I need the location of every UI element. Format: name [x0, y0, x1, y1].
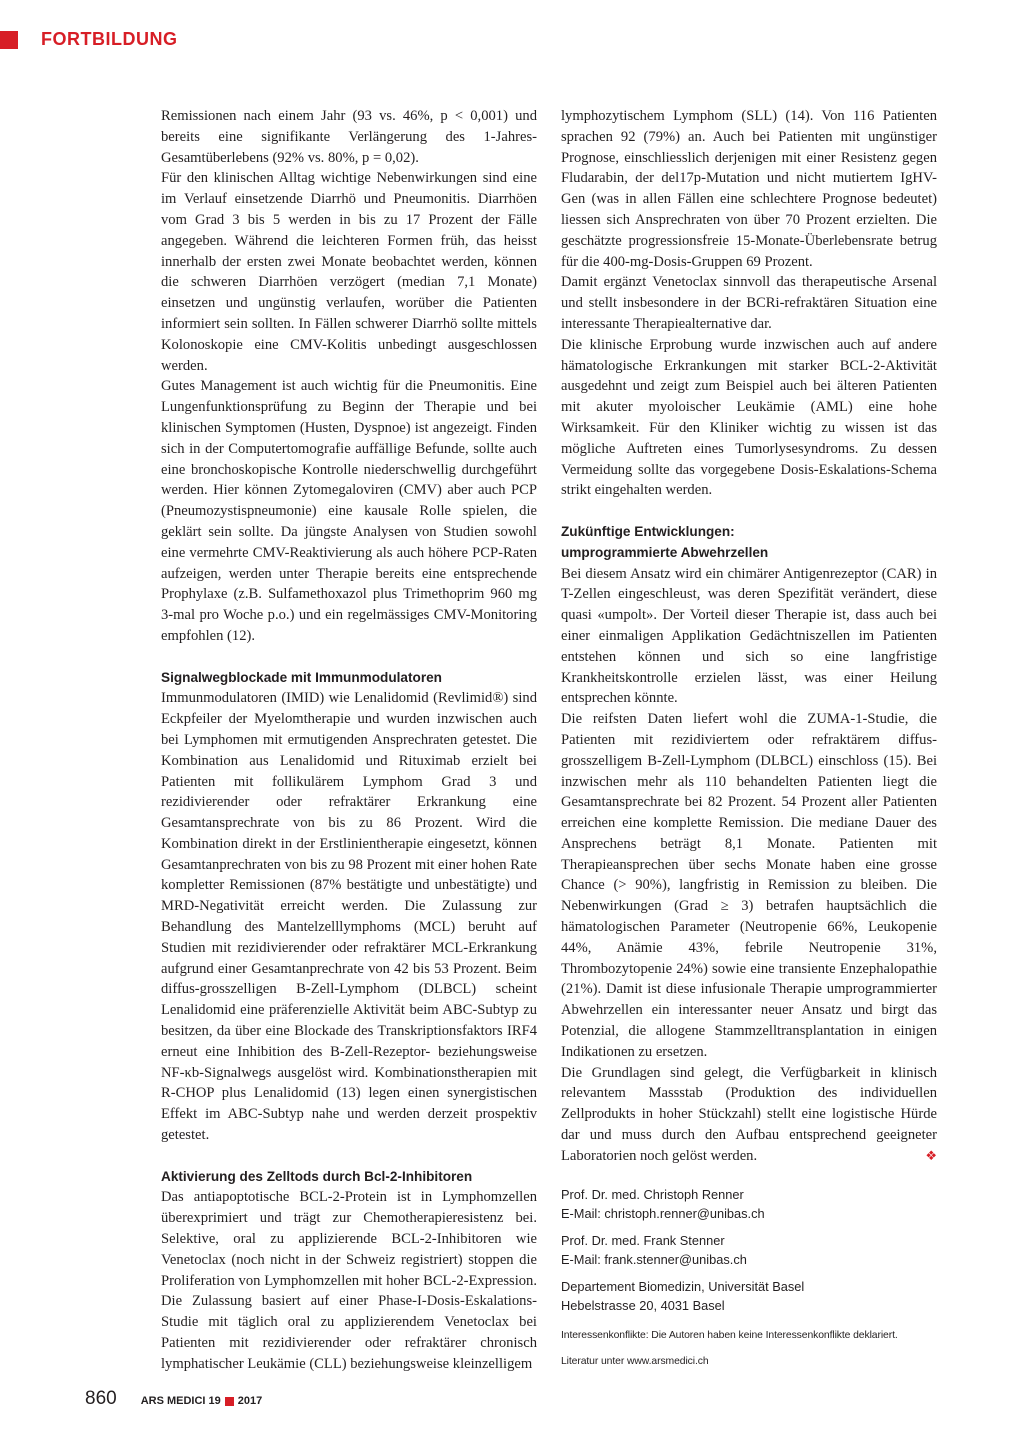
journal-year: 2017	[237, 1395, 263, 1407]
author-name: Prof. Dr. med. Frank Stenner	[561, 1232, 725, 1248]
body-paragraph: Die reifsten Daten liefert wohl die ZUMA-1-Studie, die Patienten mit rezidiviertem oder refraktärem diffus-grosszelligem B-Zell-Lymphom (DLBCL) einschloss (15). Bei inzwischen mehr als 110 behandelten Patienten liegt die Gesamtansprechrate bei 82 Prozent. 54 Prozent aller Patienten erreichen eine komplette Remission. Die mediane Dauer des Ansprechens beträgt 8,1 Monate. Patienten mit Therapieansprechen über sechs Monate haben eine grosse Chance (> 90%), langfristig in Remission zu bleiben. Die Nebenwirkungen (Grad ≥ 3) betrafen hauptsächlich die hämatologischen Parameter (Neutropenie 66%, Leukopenie 44%, Anämie 43%, febrile Neutropenie 31%, Thrombozytopenie 24%) sowie eine transiente Enzephalopathie (21%). Damit ist diese infusionale Therapie umprogrammierter Abwehrzellen ein interessanter neuer Ansatz und birgt das Potenzial, die allogene Stammzelltransplantation in einigen Indikationen zu ersetzen.	[561, 711, 937, 1060]
body-paragraph: Remissionen nach einem Jahr (93 vs. 46%, p < 0,001) und bereits eine signifikante Verlängerung des 1-Jahres-Gesamtüberlebens (92% vs. 80%, p = 0,02).	[161, 108, 537, 166]
body-paragraph: Die klinische Erprobung wurde inzwischen auch auf andere hämatologische Erkrankungen mit starker BCL-2-Aktivität ausgedehnt und zeigt zum Beispiel auch bei älteren Patienten mit akuter myoloischer Leukämie (AML) eine hohe Wirksamkeit. Für den Kliniker wichtig zu wissen ist das mögliche Auftreten eines Tumorlysesyndroms. Zu dessen Vermeidung sollte das vorgegebene Dosis-Eskalations-Schema strikt eingehalten werden.	[561, 336, 937, 499]
author-email[interactable]: E-Mail: christoph.renner@unibas.ch	[561, 1205, 765, 1221]
body-paragraph	[561, 1063, 937, 1167]
section-heading: umprogrammierte Abwehrzellen	[561, 544, 769, 560]
section-heading: Aktivierung des Zelltods durch Bcl-2-Inhibitoren	[161, 1168, 473, 1184]
body-paragraph: Für den klinischen Alltag wichtige Nebenwirkungen sind eine im Verlauf einsetzende Diarrhö und Pneumonitis. Diarrhöen vom Grad 3 bis 5 werden in bis zu 17 Prozent der Fälle angegeben. Während die leichteren Formen früh, das heisst innerhalb der ersten zwei Monate beobachtet werden, können die schweren Diarrhöen verzögert (median 7,1 Monate) einsetzen und ungünstig verlaufen, worüber die Patienten informiert sein sollten. In Fällen schwerer Diarrhö sollte mittels Kolonoskopie eine CMV-Kolitis unbedingt ausgeschlossen werden.	[161, 170, 537, 374]
body-paragraph: Das antiapoptotische BCL-2-Protein ist in Lymphomzellen überexprimiert und trägt zur Chemotherapieresistenz bei. Selektive, oral zu applizierende BCL-2-Inhibitoren wie Venetoclax (noch nicht in der Schweiz registriert) stoppen die Proliferation von Lymphomzellen mit hoher BCL-2-Expression. Die Zulassung basiert auf einer Phase-I-Dosis-Eskalations-Studie mit täglich oral zu applizierendem Venetoclax bei Patienten mit rezidivierender oder refraktärer chronisch lymphatischer Leukämie (CLL) beziehungsweise kleinzelligem	[161, 1189, 537, 1372]
page-number: 860	[85, 1388, 117, 1409]
body-paragraph: lymphozytischem Lymphom (SLL) (14). Von 116 Patienten sprachen 92 (79%) an. Auch bei Patienten mit ungünstiger Prognose, einschliesslich derjenigen mit einer Resistenz gegen Fludarabin, der del17p-Mutation und nicht mutiertem IgHV-Gen (was in allen Fällen eine schlechtere Prognose bedeutet) liessen sich Ansprechraten von über 70 Prozent erzielten. Die geschätzte progressionsfreie 15-Monate-Überlebensrate betrug für die 400-mg-Dosis-Gruppen 69 Prozent.	[561, 108, 937, 270]
author-contact	[561, 1185, 937, 1223]
journal-info	[141, 1395, 263, 1407]
end-of-article-icon: ❖	[925, 1147, 937, 1163]
section-heading: Zukünftige Entwicklungen:	[561, 523, 735, 539]
header-accent-square	[0, 31, 18, 49]
body-paragraph: Damit ergänzt Venetoclax sinnvoll das therapeutische Arsenal und stellt insbesondere in der BCRi-refraktären Situation eine interessante Therapiealternative dar.	[561, 274, 937, 332]
section-heading: Signalwegblockade mit Immunmodulatoren	[161, 669, 442, 685]
address-line: Hebelstrasse 20, 4031 Basel	[561, 1297, 725, 1313]
literature-note[interactable]: Literatur unter www.arsmedici.ch	[561, 1355, 709, 1367]
left-column	[161, 106, 537, 1375]
footer-accent-square	[225, 1397, 234, 1406]
address-line: Departement Biomedizin, Universität Basel	[561, 1278, 805, 1294]
right-column	[561, 106, 937, 1369]
body-paragraph: Immunmodulatoren (IMID) wie Lenalidomid (Revlimid®) sind Eckpfeiler der Myelomtherapie und wurden inzwischen auch bei Lymphomen mit ermutigenden Ansprechraten getestet. Die Kombination aus Lenalidomid und Rituximab erzielt bei Patienten mit follikulärem Lymphom Grad 3 und rezidivierender oder refraktärer Erkrankung eine Gesamtansprechrate von bis zu 86 Prozent. Wird die Kombination direkt in der Erstlinientherapie eingesetzt, können Gesamtanprechraten von bis zu 98 Prozent mit einer hohen Rate kompletter Remissionen (87% bestätigte und unbestätigte) und MRD-Negativität erreicht werden. Die Zulassung zur Behandlung des Mantelzelllymphoms (MCL) beruht auf Studien mit rezidivierender oder refraktärer MCL-Erkrankung aufgrund einer Gesamtanprechrate von 42 bis 53 Prozent. Beim diffus-grosszelligen B-Zell-Lymphom (DLBCL) scheint Lenalidomid eine präferenzielle Aktivität beim ABC-Subtyp zu besitzen, da über eine Blockade des Transkriptionsfaktors IRF4 erneut eine Inhibition des B-Zell-Rezeptor- beziehungsweise NF-κb-Signalwegs ausgelöst wird. Kombinationstherapien mit R-CHOP plus Lenalidomid (13) legen einen synergistischen Effekt im ABC-Subtyp nahe und werden derzeit prospektiv getestet.	[161, 690, 537, 1144]
body-text: Die Grundlagen sind gelegt, die Verfügbarkeit in klinisch relevantem Massstab (Produktion des individuellen Zellprodukts in hoher Stückzahl) stellt eine logistische Hürde dar und muss durch den Aufbau entsprechend geeigneter Laboratorien noch gelöst werden.	[561, 1064, 937, 1164]
journal-name: ARS MEDICI 19	[140, 1395, 221, 1407]
author-email[interactable]: E-Mail: frank.stenner@unibas.ch	[561, 1251, 747, 1267]
author-address	[561, 1277, 937, 1315]
section-label: FORTBILDUNG	[41, 29, 178, 49]
body-paragraph: Bei diesem Ansatz wird ein chimärer Antigenrezeptor (CAR) in T-Zellen eingeschleust, was deren Spezifität verändert, diese quasi «umpolt». Der Vorteil dieser Therapie ist, dass auch bei einer einmaligen Applikation Gedächtniszellen im Patienten entstehen können und sich so eine langfristige Krankheitskontrolle erzielen lässt, was einer Heilung entsprechen könnte.	[561, 565, 937, 707]
body-paragraph: Gutes Management ist auch wichtig für die Pneumonitis. Eine Lungenfunktionsprüfung zu Beginn der Therapie und bei klinischen Symptomen (Husten, Dyspnoe) ist angezeigt. Finden sich in der Computertomografie auffällige Befunde, sollte auch eine bronchoskopische Kontrolle niederschwellig durchgeführt werden. Hier können Zytomegaloviren (CMV) aber auch PCP (Pneumozystispneumonie) eine kausale Rolle spielen, die geklärt sein sollte. Da jüngste Analysen von Studien sowohl eine vermehrte CMV-Reaktivierung als auch höhere PCP-Raten aufzeigen, werden unter Therapie bereits eine entsprechende Prophylaxe (z.B. Sulfamethoxazol plus Trimethoprim 960 mg 3-mal pro Woche p.o.) und ein regelmässiges CMV-Monitoring empfohlen (12).	[161, 378, 537, 644]
conflict-of-interest-note: Interessenkonflikte: Die Autoren haben keine Interessenkonflikte deklariert.	[561, 1329, 898, 1341]
author-contact	[561, 1231, 937, 1269]
page-footer	[85, 1388, 262, 1410]
author-name: Prof. Dr. med. Christoph Renner	[561, 1186, 744, 1202]
